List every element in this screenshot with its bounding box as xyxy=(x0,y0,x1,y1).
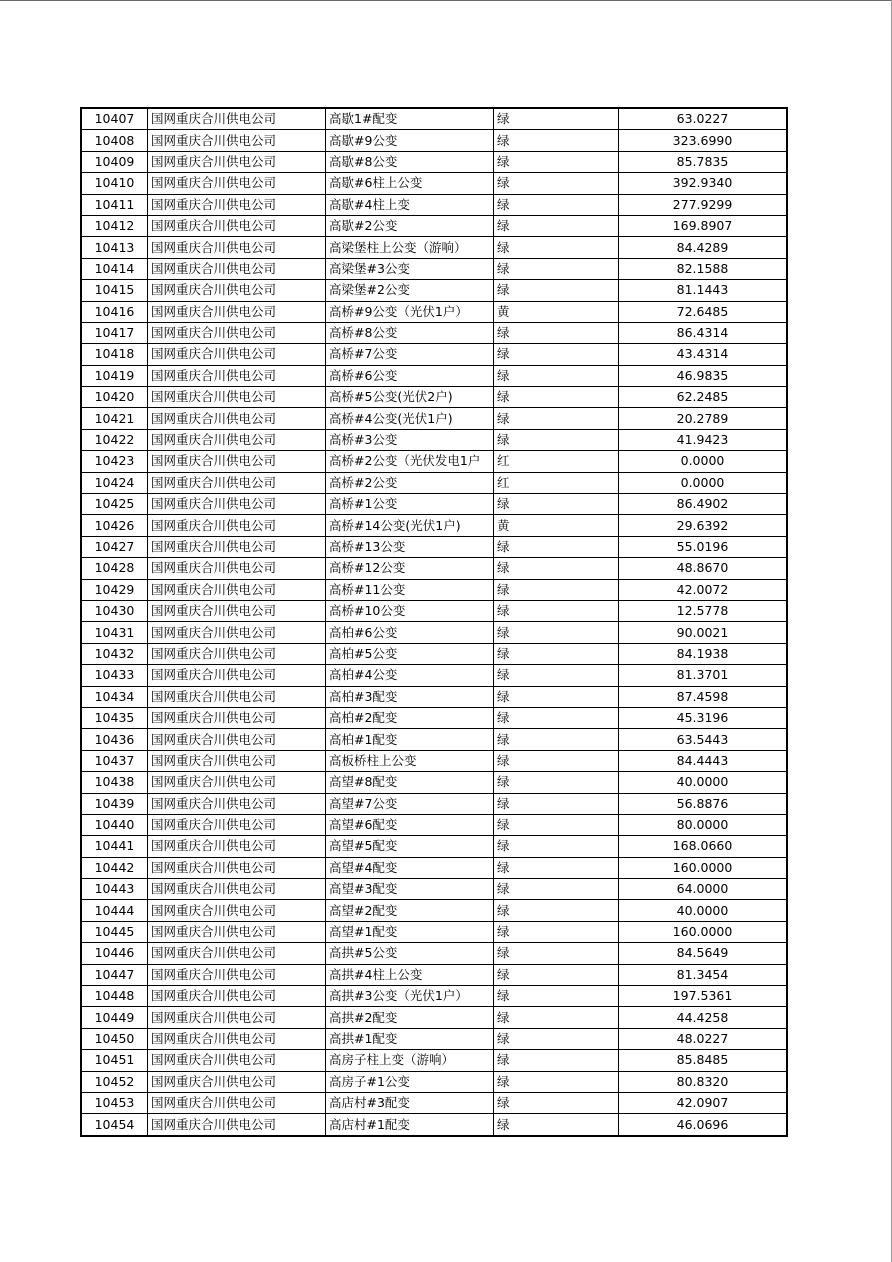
status-cell: 红 xyxy=(494,451,619,472)
value-cell: 55.0196 xyxy=(619,536,787,557)
table-row xyxy=(82,686,787,707)
status-cell: 绿 xyxy=(494,665,619,686)
row-id-cell: 10445 xyxy=(82,921,148,942)
table-row xyxy=(82,814,787,835)
transformer-name-cell: 高桥#4公变(光伏1户) xyxy=(326,408,494,429)
company-cell: 国网重庆合川供电公司 xyxy=(148,344,326,365)
row-id-cell: 10415 xyxy=(82,280,148,301)
status-cell: 绿 xyxy=(494,750,619,771)
table-row xyxy=(82,921,787,942)
status-cell: 绿 xyxy=(494,879,619,900)
transformer-name-cell: 高歇#6柱上公变 xyxy=(326,173,494,194)
table-row xyxy=(82,750,787,771)
company-cell: 国网重庆合川供电公司 xyxy=(148,365,326,386)
value-cell: 86.4902 xyxy=(619,494,787,515)
company-cell: 国网重庆合川供电公司 xyxy=(148,836,326,857)
transformer-name-cell: 高板桥柱上公变 xyxy=(326,750,494,771)
table-row xyxy=(82,986,787,1007)
value-cell: 12.5778 xyxy=(619,600,787,621)
row-id-cell: 10413 xyxy=(82,237,148,258)
value-cell: 84.4443 xyxy=(619,750,787,771)
table-row xyxy=(82,451,787,472)
row-id-cell: 10408 xyxy=(82,130,148,151)
company-cell: 国网重庆合川供电公司 xyxy=(148,451,326,472)
value-cell: 45.3196 xyxy=(619,707,787,728)
value-cell: 82.1588 xyxy=(619,258,787,279)
company-cell: 国网重庆合川供电公司 xyxy=(148,707,326,728)
status-cell: 红 xyxy=(494,472,619,493)
table-row xyxy=(82,1071,787,1092)
transformer-name-cell: 高桥#13公变 xyxy=(326,536,494,557)
company-cell: 国网重庆合川供电公司 xyxy=(148,729,326,750)
table-row xyxy=(82,793,787,814)
status-cell: 绿 xyxy=(494,707,619,728)
row-id-cell: 10451 xyxy=(82,1050,148,1071)
row-id-cell: 10443 xyxy=(82,879,148,900)
transformer-name-cell: 高歇#4柱上变 xyxy=(326,194,494,215)
transformer-name-cell: 高房子#1公变 xyxy=(326,1071,494,1092)
company-cell: 国网重庆合川供电公司 xyxy=(148,173,326,194)
company-cell: 国网重庆合川供电公司 xyxy=(148,600,326,621)
value-cell: 29.6392 xyxy=(619,515,787,536)
table-row xyxy=(82,301,787,322)
value-cell: 20.2789 xyxy=(619,408,787,429)
transformer-name-cell: 高望#7公变 xyxy=(326,793,494,814)
transformer-name-cell: 高店村#3配变 xyxy=(326,1092,494,1113)
status-cell: 绿 xyxy=(494,194,619,215)
status-cell: 绿 xyxy=(494,600,619,621)
value-cell: 41.9423 xyxy=(619,429,787,450)
value-cell: 63.0227 xyxy=(619,109,787,130)
row-id-cell: 10410 xyxy=(82,173,148,194)
company-cell: 国网重庆合川供电公司 xyxy=(148,237,326,258)
table-row xyxy=(82,900,787,921)
value-cell: 392.9340 xyxy=(619,173,787,194)
transformer-name-cell: 高桥#14公变(光伏1户) xyxy=(326,515,494,536)
status-cell: 绿 xyxy=(494,686,619,707)
transformer-name-cell: 高桥#11公变 xyxy=(326,579,494,600)
status-cell: 绿 xyxy=(494,280,619,301)
company-cell: 国网重庆合川供电公司 xyxy=(148,964,326,985)
company-cell: 国网重庆合川供电公司 xyxy=(148,1071,326,1092)
transformer-name-cell: 高望#4配变 xyxy=(326,857,494,878)
company-cell: 国网重庆合川供电公司 xyxy=(148,408,326,429)
table-row xyxy=(82,429,787,450)
company-cell: 国网重庆合川供电公司 xyxy=(148,1050,326,1071)
table-row xyxy=(82,536,787,557)
status-cell: 绿 xyxy=(494,387,619,408)
transformer-name-cell: 高拱#3公变（光伏1户） xyxy=(326,986,494,1007)
status-cell: 绿 xyxy=(494,579,619,600)
status-cell: 绿 xyxy=(494,408,619,429)
company-cell: 国网重庆合川供电公司 xyxy=(148,622,326,643)
row-id-cell: 10447 xyxy=(82,964,148,985)
status-cell: 绿 xyxy=(494,857,619,878)
value-cell: 46.9835 xyxy=(619,365,787,386)
table-row xyxy=(82,365,787,386)
company-cell: 国网重庆合川供电公司 xyxy=(148,1114,326,1135)
value-cell: 80.8320 xyxy=(619,1071,787,1092)
row-id-cell: 10449 xyxy=(82,1007,148,1028)
company-cell: 国网重庆合川供电公司 xyxy=(148,536,326,557)
status-cell: 绿 xyxy=(494,151,619,172)
value-cell: 48.0227 xyxy=(619,1028,787,1049)
value-cell: 86.4314 xyxy=(619,322,787,343)
row-id-cell: 10414 xyxy=(82,258,148,279)
status-cell: 黄 xyxy=(494,515,619,536)
row-id-cell: 10422 xyxy=(82,429,148,450)
transformer-name-cell: 高桥#9公变（光伏1户） xyxy=(326,301,494,322)
transformer-name-cell: 高望#1配变 xyxy=(326,921,494,942)
row-id-cell: 10448 xyxy=(82,986,148,1007)
value-cell: 169.8907 xyxy=(619,215,787,236)
status-cell: 绿 xyxy=(494,536,619,557)
status-cell: 绿 xyxy=(494,986,619,1007)
data-table xyxy=(81,108,787,1136)
row-id-cell: 10434 xyxy=(82,686,148,707)
transformer-name-cell: 高桥#7公变 xyxy=(326,344,494,365)
table-row xyxy=(82,173,787,194)
company-cell: 国网重庆合川供电公司 xyxy=(148,280,326,301)
company-cell: 国网重庆合川供电公司 xyxy=(148,515,326,536)
status-cell: 绿 xyxy=(494,1092,619,1113)
value-cell: 48.8670 xyxy=(619,558,787,579)
transformer-name-cell: 高望#8配变 xyxy=(326,772,494,793)
transformer-name-cell: 高桥#5公变(光伏2户) xyxy=(326,387,494,408)
row-id-cell: 10425 xyxy=(82,494,148,515)
value-cell: 0.0000 xyxy=(619,451,787,472)
row-id-cell: 10439 xyxy=(82,793,148,814)
company-cell: 国网重庆合川供电公司 xyxy=(148,772,326,793)
status-cell: 绿 xyxy=(494,365,619,386)
value-cell: 81.1443 xyxy=(619,280,787,301)
table-row xyxy=(82,772,787,793)
row-id-cell: 10433 xyxy=(82,665,148,686)
table-row xyxy=(82,151,787,172)
value-cell: 81.3701 xyxy=(619,665,787,686)
page-top-border xyxy=(0,0,892,1)
value-cell: 84.1938 xyxy=(619,643,787,664)
table-row xyxy=(82,1028,787,1049)
company-cell: 国网重庆合川供电公司 xyxy=(148,558,326,579)
row-id-cell: 10412 xyxy=(82,215,148,236)
company-cell: 国网重庆合川供电公司 xyxy=(148,857,326,878)
row-id-cell: 10409 xyxy=(82,151,148,172)
company-cell: 国网重庆合川供电公司 xyxy=(148,921,326,942)
company-cell: 国网重庆合川供电公司 xyxy=(148,643,326,664)
status-cell: 绿 xyxy=(494,964,619,985)
company-cell: 国网重庆合川供电公司 xyxy=(148,686,326,707)
transformer-name-cell: 高望#6配变 xyxy=(326,814,494,835)
table-row xyxy=(82,515,787,536)
company-cell: 国网重庆合川供电公司 xyxy=(148,494,326,515)
status-cell: 绿 xyxy=(494,772,619,793)
status-cell: 绿 xyxy=(494,943,619,964)
value-cell: 40.0000 xyxy=(619,900,787,921)
row-id-cell: 10418 xyxy=(82,344,148,365)
table-row xyxy=(82,1050,787,1071)
row-id-cell: 10420 xyxy=(82,387,148,408)
transformer-name-cell: 高桥#8公变 xyxy=(326,322,494,343)
company-cell: 国网重庆合川供电公司 xyxy=(148,109,326,130)
status-cell: 绿 xyxy=(494,729,619,750)
value-cell: 42.0072 xyxy=(619,579,787,600)
transformer-name-cell: 高桥#12公变 xyxy=(326,558,494,579)
value-cell: 168.0660 xyxy=(619,836,787,857)
table-row xyxy=(82,836,787,857)
table-row xyxy=(82,408,787,429)
value-cell: 0.0000 xyxy=(619,472,787,493)
transformer-name-cell: 高梁堡#3公变 xyxy=(326,258,494,279)
value-cell: 64.0000 xyxy=(619,879,787,900)
transformer-name-cell: 高桥#1公变 xyxy=(326,494,494,515)
status-cell: 绿 xyxy=(494,215,619,236)
transformer-name-cell: 高歇1#配变 xyxy=(326,109,494,130)
company-cell: 国网重庆合川供电公司 xyxy=(148,579,326,600)
transformer-name-cell: 高桥#2公变 xyxy=(326,472,494,493)
status-cell: 绿 xyxy=(494,494,619,515)
value-cell: 44.4258 xyxy=(619,1007,787,1028)
status-cell: 绿 xyxy=(494,344,619,365)
value-cell: 72.6485 xyxy=(619,301,787,322)
company-cell: 国网重庆合川供电公司 xyxy=(148,793,326,814)
row-id-cell: 10437 xyxy=(82,750,148,771)
row-id-cell: 10454 xyxy=(82,1114,148,1135)
status-cell: 绿 xyxy=(494,921,619,942)
transformer-name-cell: 高柏#2配变 xyxy=(326,707,494,728)
value-cell: 197.5361 xyxy=(619,986,787,1007)
company-cell: 国网重庆合川供电公司 xyxy=(148,258,326,279)
row-id-cell: 10436 xyxy=(82,729,148,750)
transformer-name-cell: 高望#5配变 xyxy=(326,836,494,857)
value-cell: 90.0021 xyxy=(619,622,787,643)
transformer-name-cell: 高柏#4公变 xyxy=(326,665,494,686)
transformer-name-cell: 高柏#5公变 xyxy=(326,643,494,664)
row-id-cell: 10430 xyxy=(82,600,148,621)
table-row xyxy=(82,879,787,900)
company-cell: 国网重庆合川供电公司 xyxy=(148,986,326,1007)
row-id-cell: 10444 xyxy=(82,900,148,921)
company-cell: 国网重庆合川供电公司 xyxy=(148,879,326,900)
row-id-cell: 10438 xyxy=(82,772,148,793)
value-cell: 80.0000 xyxy=(619,814,787,835)
transformer-name-cell: 高柏#3配变 xyxy=(326,686,494,707)
status-cell: 绿 xyxy=(494,173,619,194)
row-id-cell: 10411 xyxy=(82,194,148,215)
status-cell: 绿 xyxy=(494,322,619,343)
table-row xyxy=(82,600,787,621)
status-cell: 绿 xyxy=(494,1071,619,1092)
row-id-cell: 10453 xyxy=(82,1092,148,1113)
status-cell: 绿 xyxy=(494,429,619,450)
company-cell: 国网重庆合川供电公司 xyxy=(148,814,326,835)
table-row xyxy=(82,643,787,664)
status-cell: 绿 xyxy=(494,814,619,835)
value-cell: 160.0000 xyxy=(619,921,787,942)
table-row xyxy=(82,280,787,301)
table-row xyxy=(82,494,787,515)
company-cell: 国网重庆合川供电公司 xyxy=(148,1007,326,1028)
row-id-cell: 10428 xyxy=(82,558,148,579)
company-cell: 国网重庆合川供电公司 xyxy=(148,301,326,322)
transformer-name-cell: 高店村#1配变 xyxy=(326,1114,494,1135)
row-id-cell: 10442 xyxy=(82,857,148,878)
status-cell: 绿 xyxy=(494,1050,619,1071)
status-cell: 绿 xyxy=(494,793,619,814)
status-cell: 绿 xyxy=(494,900,619,921)
table-row xyxy=(82,1114,787,1135)
transformer-name-cell: 高梁堡柱上公变（游响） xyxy=(326,237,494,258)
status-cell: 绿 xyxy=(494,836,619,857)
company-cell: 国网重庆合川供电公司 xyxy=(148,194,326,215)
row-id-cell: 10407 xyxy=(82,109,148,130)
table-row xyxy=(82,558,787,579)
company-cell: 国网重庆合川供电公司 xyxy=(148,665,326,686)
value-cell: 85.8485 xyxy=(619,1050,787,1071)
status-cell: 绿 xyxy=(494,1007,619,1028)
row-id-cell: 10432 xyxy=(82,643,148,664)
row-id-cell: 10429 xyxy=(82,579,148,600)
row-id-cell: 10423 xyxy=(82,451,148,472)
row-id-cell: 10419 xyxy=(82,365,148,386)
row-id-cell: 10452 xyxy=(82,1071,148,1092)
transformer-name-cell: 高桥#3公变 xyxy=(326,429,494,450)
company-cell: 国网重庆合川供电公司 xyxy=(148,1028,326,1049)
value-cell: 85.7835 xyxy=(619,151,787,172)
table-row xyxy=(82,857,787,878)
transformer-name-cell: 高桥#2公变（光伏发电1户 xyxy=(326,451,494,472)
table-row xyxy=(82,1092,787,1113)
transformer-name-cell: 高望#3配变 xyxy=(326,879,494,900)
transformer-name-cell: 高柏#6公变 xyxy=(326,622,494,643)
status-cell: 黄 xyxy=(494,301,619,322)
table-row xyxy=(82,387,787,408)
company-cell: 国网重庆合川供电公司 xyxy=(148,1092,326,1113)
transformer-name-cell: 高柏#1配变 xyxy=(326,729,494,750)
table-row xyxy=(82,943,787,964)
status-cell: 绿 xyxy=(494,258,619,279)
transformer-name-cell: 高梁堡#2公变 xyxy=(326,280,494,301)
table-row xyxy=(82,707,787,728)
value-cell: 87.4598 xyxy=(619,686,787,707)
status-cell: 绿 xyxy=(494,237,619,258)
company-cell: 国网重庆合川供电公司 xyxy=(148,943,326,964)
table-row xyxy=(82,964,787,985)
table-row xyxy=(82,344,787,365)
row-id-cell: 10426 xyxy=(82,515,148,536)
company-cell: 国网重庆合川供电公司 xyxy=(148,322,326,343)
status-cell: 绿 xyxy=(494,558,619,579)
transformer-name-cell: 高歇#2公变 xyxy=(326,215,494,236)
value-cell: 84.5649 xyxy=(619,943,787,964)
transformer-name-cell: 高拱#5公变 xyxy=(326,943,494,964)
row-id-cell: 10424 xyxy=(82,472,148,493)
table-row xyxy=(82,194,787,215)
transformer-name-cell: 高拱#2配变 xyxy=(326,1007,494,1028)
row-id-cell: 10446 xyxy=(82,943,148,964)
table-row xyxy=(82,665,787,686)
status-cell: 绿 xyxy=(494,643,619,664)
value-cell: 40.0000 xyxy=(619,772,787,793)
table-row xyxy=(82,579,787,600)
row-id-cell: 10450 xyxy=(82,1028,148,1049)
value-cell: 84.4289 xyxy=(619,237,787,258)
table-row xyxy=(82,258,787,279)
value-cell: 160.0000 xyxy=(619,857,787,878)
status-cell: 绿 xyxy=(494,622,619,643)
value-cell: 63.5443 xyxy=(619,729,787,750)
table-row xyxy=(82,237,787,258)
company-cell: 国网重庆合川供电公司 xyxy=(148,215,326,236)
value-cell: 81.3454 xyxy=(619,964,787,985)
transformer-name-cell: 高桥#10公变 xyxy=(326,600,494,621)
row-id-cell: 10421 xyxy=(82,408,148,429)
company-cell: 国网重庆合川供电公司 xyxy=(148,429,326,450)
status-cell: 绿 xyxy=(494,1114,619,1135)
table-row xyxy=(82,215,787,236)
transformer-name-cell: 高房子柱上变（游响） xyxy=(326,1050,494,1071)
value-cell: 62.2485 xyxy=(619,387,787,408)
row-id-cell: 10416 xyxy=(82,301,148,322)
row-id-cell: 10431 xyxy=(82,622,148,643)
row-id-cell: 10440 xyxy=(82,814,148,835)
status-cell: 绿 xyxy=(494,109,619,130)
table-row xyxy=(82,622,787,643)
company-cell: 国网重庆合川供电公司 xyxy=(148,900,326,921)
transformer-name-cell: 高拱#4柱上公变 xyxy=(326,964,494,985)
table-row xyxy=(82,1007,787,1028)
company-cell: 国网重庆合川供电公司 xyxy=(148,130,326,151)
table-row xyxy=(82,729,787,750)
status-cell: 绿 xyxy=(494,1028,619,1049)
table-body xyxy=(82,109,787,1136)
value-cell: 43.4314 xyxy=(619,344,787,365)
transformer-name-cell: 高歇#9公变 xyxy=(326,130,494,151)
transformer-name-cell: 高拱#1配变 xyxy=(326,1028,494,1049)
value-cell: 323.6990 xyxy=(619,130,787,151)
value-cell: 56.8876 xyxy=(619,793,787,814)
table-row xyxy=(82,472,787,493)
transformer-name-cell: 高望#2配变 xyxy=(326,900,494,921)
company-cell: 国网重庆合川供电公司 xyxy=(148,750,326,771)
value-cell: 277.9299 xyxy=(619,194,787,215)
status-cell: 绿 xyxy=(494,130,619,151)
company-cell: 国网重庆合川供电公司 xyxy=(148,387,326,408)
table-row xyxy=(82,130,787,151)
row-id-cell: 10427 xyxy=(82,536,148,557)
company-cell: 国网重庆合川供电公司 xyxy=(148,472,326,493)
company-cell: 国网重庆合川供电公司 xyxy=(148,151,326,172)
row-id-cell: 10417 xyxy=(82,322,148,343)
table-row xyxy=(82,109,787,130)
value-cell: 46.0696 xyxy=(619,1114,787,1135)
value-cell: 42.0907 xyxy=(619,1092,787,1113)
transformer-name-cell: 高桥#6公变 xyxy=(326,365,494,386)
table-row xyxy=(82,322,787,343)
row-id-cell: 10435 xyxy=(82,707,148,728)
row-id-cell: 10441 xyxy=(82,836,148,857)
transformer-name-cell: 高歇#8公变 xyxy=(326,151,494,172)
